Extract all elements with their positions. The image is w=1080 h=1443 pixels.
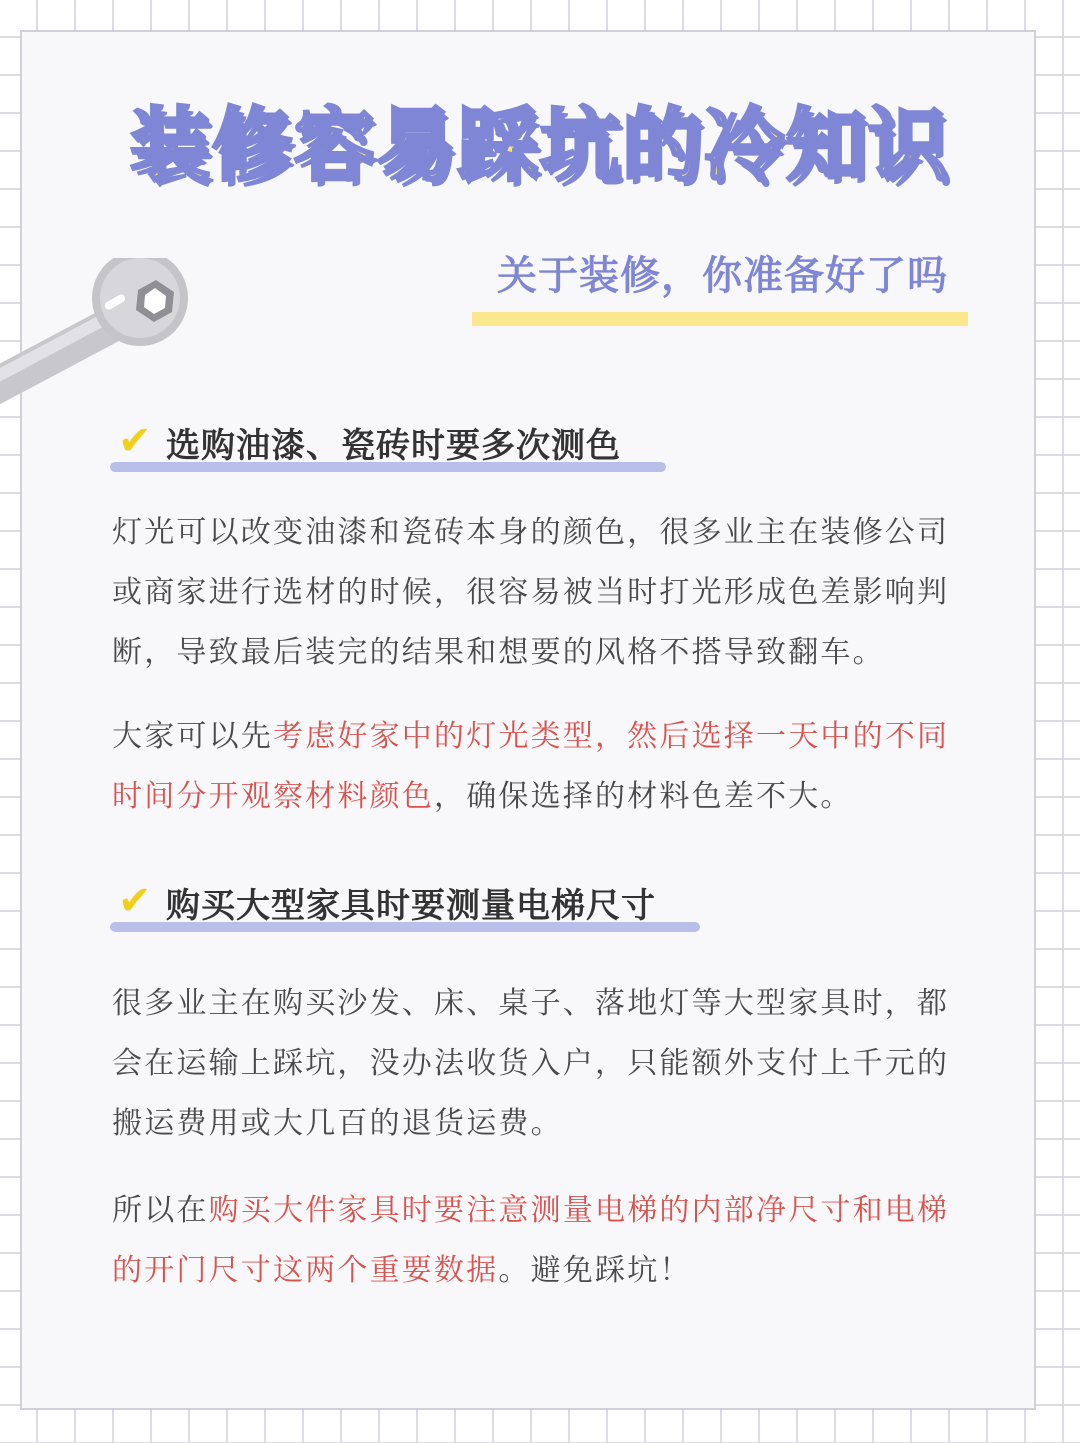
section-title-label: 选购油漆、瓷砖时要多次测色 [166,426,621,466]
text: 所以在 [112,1193,209,1228]
wrench-icon [0,258,190,408]
text: ，确保选择的材料色差不大。 [434,779,853,814]
section-1-paragraph-1: 灯光可以改变油漆和瓷砖本身的颜色，很多业主在装修公司或商家进行选材的时候，很容易被当时打光形成色差影响判断，导致最后装完的结果和想要的风格不搭导致翻车。 [112,515,950,670]
check-icon: ✔ [118,418,152,464]
section-2-paragraph-1: 很多业主在购买沙发、床、桌子、落地灯等大型家具时，都会在运输上踩坑，没办法收货入户，只能额外支付上千元的搬运费用或大几百的退货运费。 [112,986,950,1141]
text: 。避免踩坑！ [498,1253,692,1288]
section-1-paragraph-2 [112,707,970,827]
text: 大家可以先 [112,719,273,754]
subtitle-underline [472,312,968,326]
highlight-text: 购买大件家具时要注意测量电梯的内部净尺寸和电梯的开门尺寸这两个重要数据 [112,1193,950,1288]
section-title-2 [110,870,704,940]
section-title-1 [110,410,670,480]
main-title: 装修容易踩坑的冷知识 [130,99,950,192]
section-2-paragraph-2 [112,1181,970,1301]
highlight-text: 考虑好家中的灯光类型，然后选择一天中的不同时间分开观察材料颜色 [112,719,950,814]
subtitle: 关于装修，你准备好了吗 [497,253,948,299]
check-icon: ✔ [118,878,152,924]
section-title-label: 购买大型家具时要测量电梯尺寸 [166,886,656,926]
